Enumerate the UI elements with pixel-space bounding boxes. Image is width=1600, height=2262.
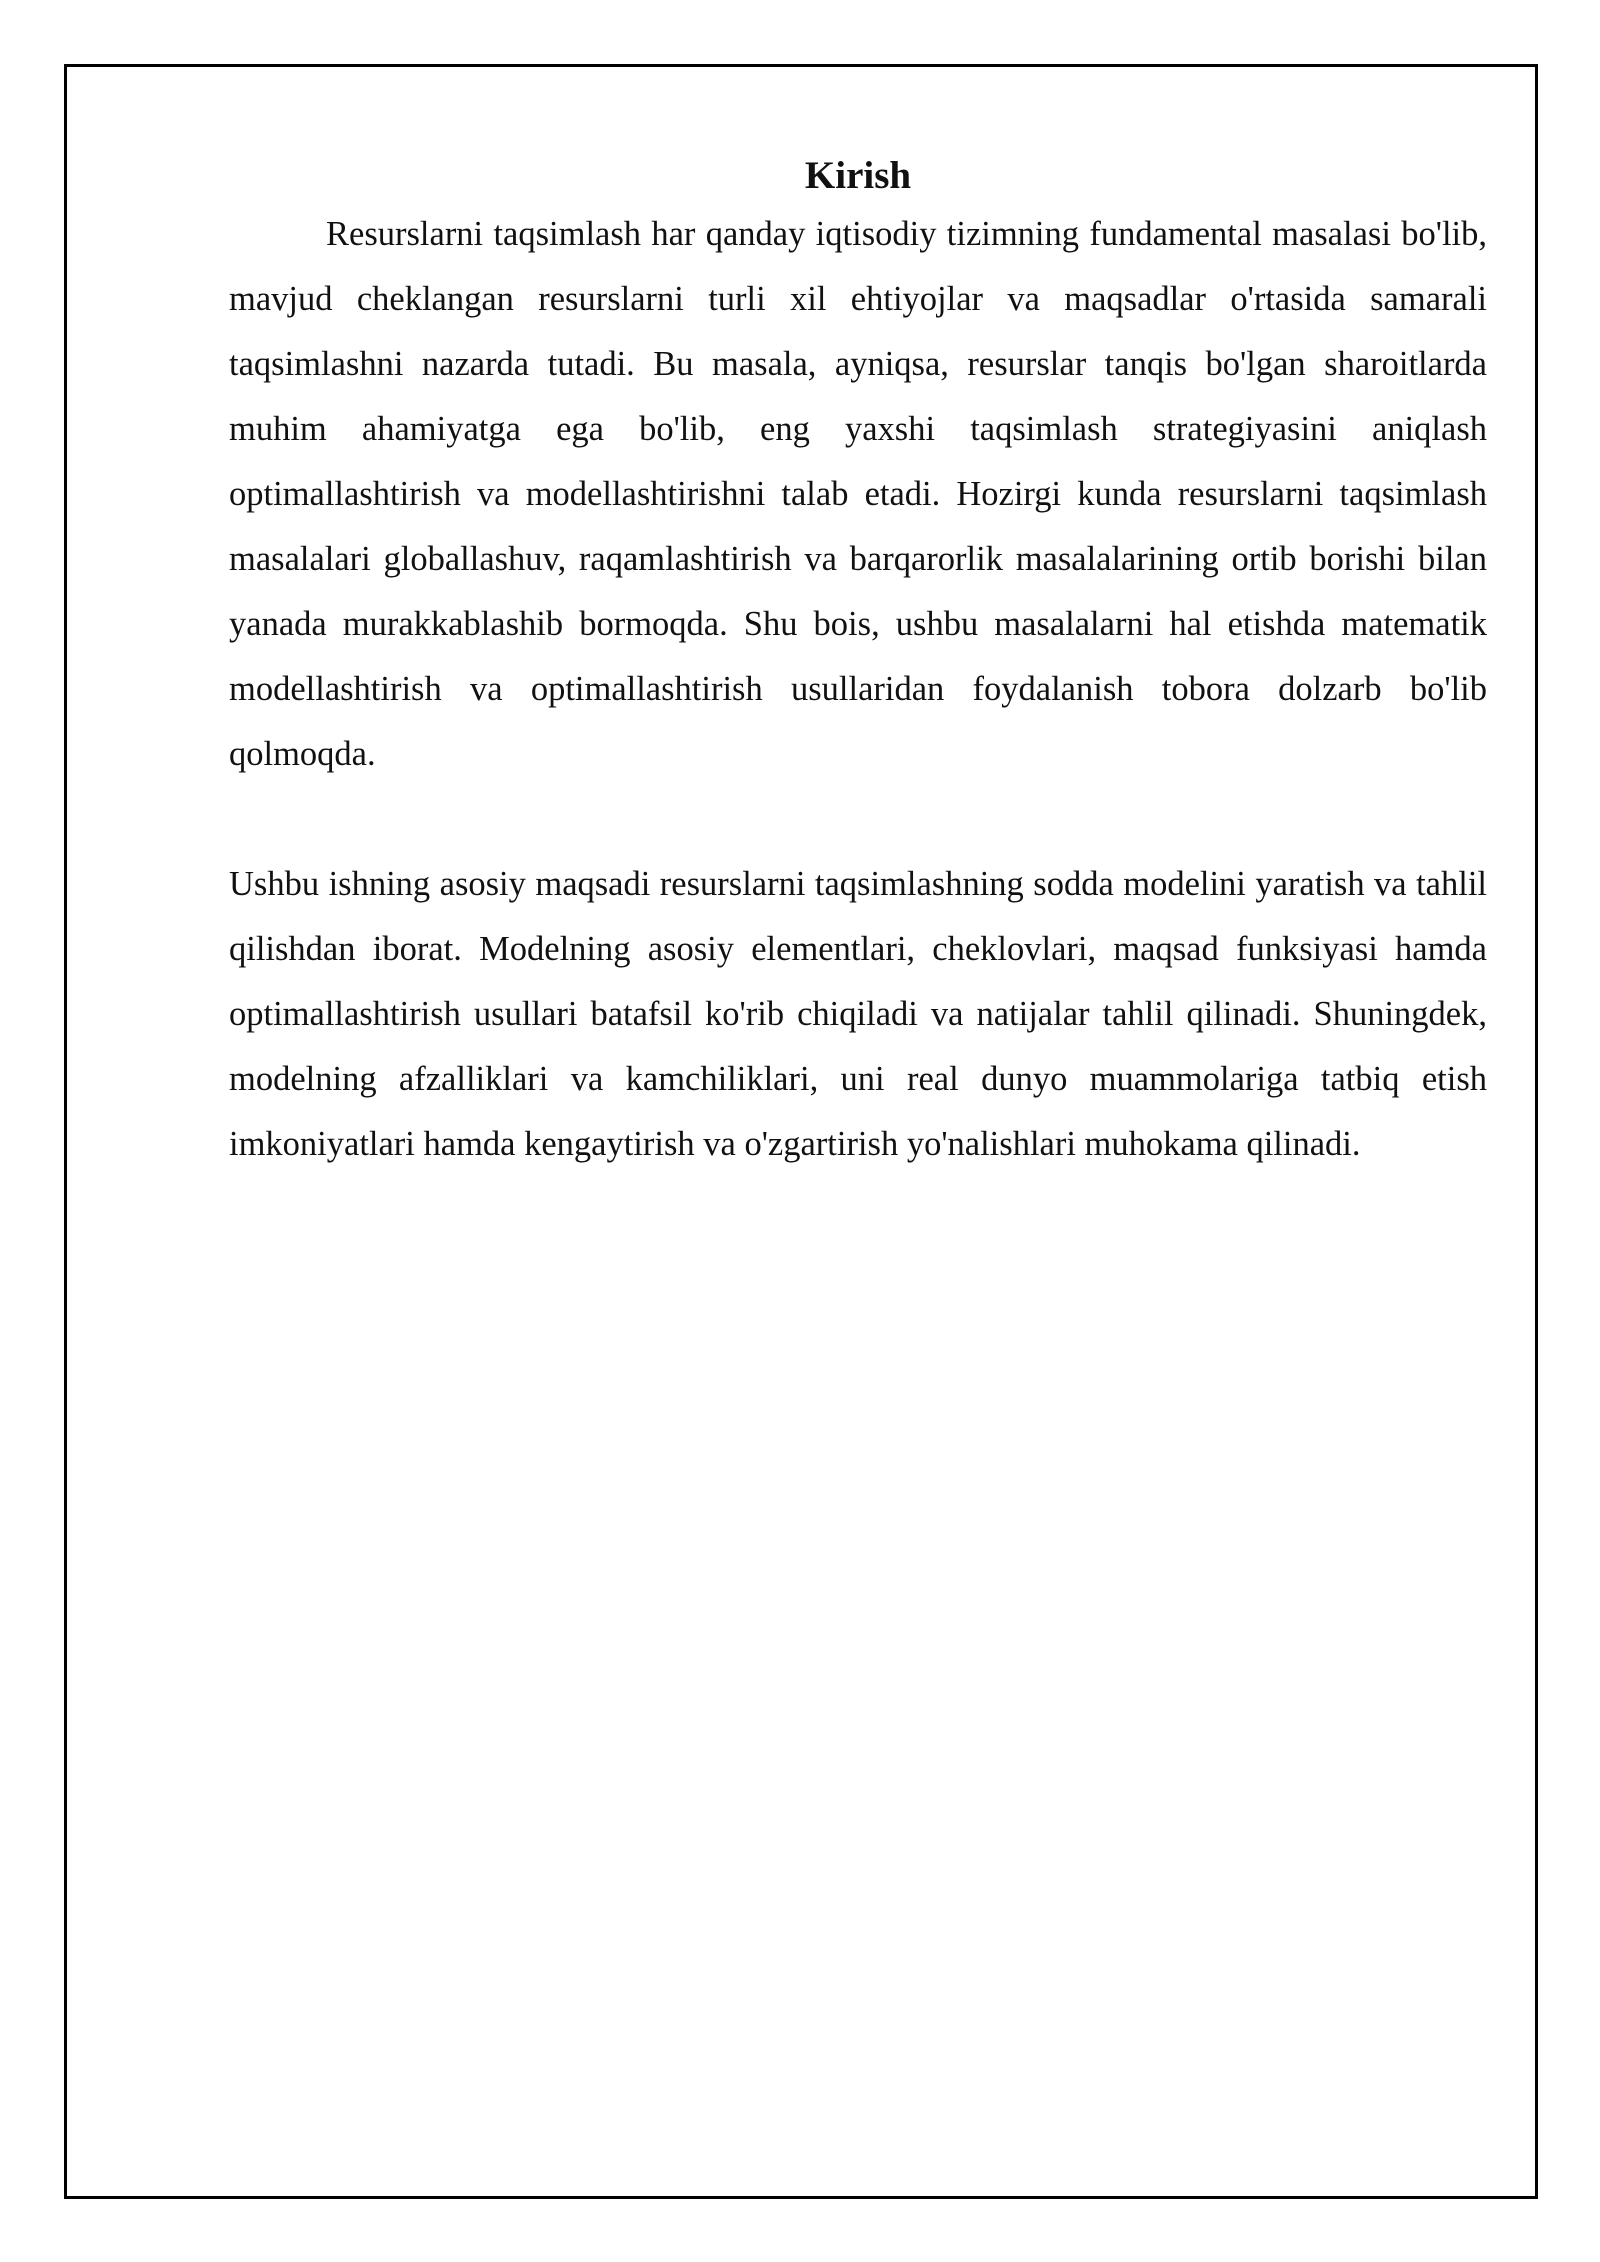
intro-paragraph: Resurslarni taqsimlash har qanday iqtisodiy tizimning fundamental masalasi bo'lib, mavjud cheklangan resurslarni turli xil ehtiyojlar va maqsadlar o'rtasida samarali taqsimlashni nazarda tutadi. Bu masala, ayniqsa, resurslar tanqis bo'lgan sharoitlarda muhim ahamiyatga ega bo'lib, eng yaxshi taqsimlash strategiyasini aniqlash optimallashtirish va modellashtirishni talab etadi. Hozirgi kunda resurslarni taqsimlash masalalari globallashuv, raqamlashtirish va barqarorlik masalalarining ortib borishi bilan yanada murakkablashib bormoqda. Shu bois, ushbu masalalarni hal etishda matematik modellashtirish va optimallashtirish usullaridan foydalanish tobora dolzarb bo'lib qolmoqda. [229, 215, 1487, 773]
document-body [229, 150, 1487, 1177]
aim-paragraph: Ushbu ishning asosiy maqsadi resurslarni taqsimlashning sodda modelini yaratish va tahlil qilishdan iborat. Modelning asosiy elementlari, cheklovlari, maqsad funksiyasi hamda optimallashtirish usullari batafsil ko'rib chiqiladi va natijalar tahlil qilinadi. Shuningdek, modelning afzalliklari va kamchiliklari, uni real dunyo muammolariga tatbiq etish imkoniyatlari hamda kengaytirish va o'zgartirish yo'nalishlari muhokama qilinadi. [229, 865, 1487, 1163]
paragraph-spacer [229, 787, 1487, 852]
document-title: Kirish [804, 154, 912, 197]
